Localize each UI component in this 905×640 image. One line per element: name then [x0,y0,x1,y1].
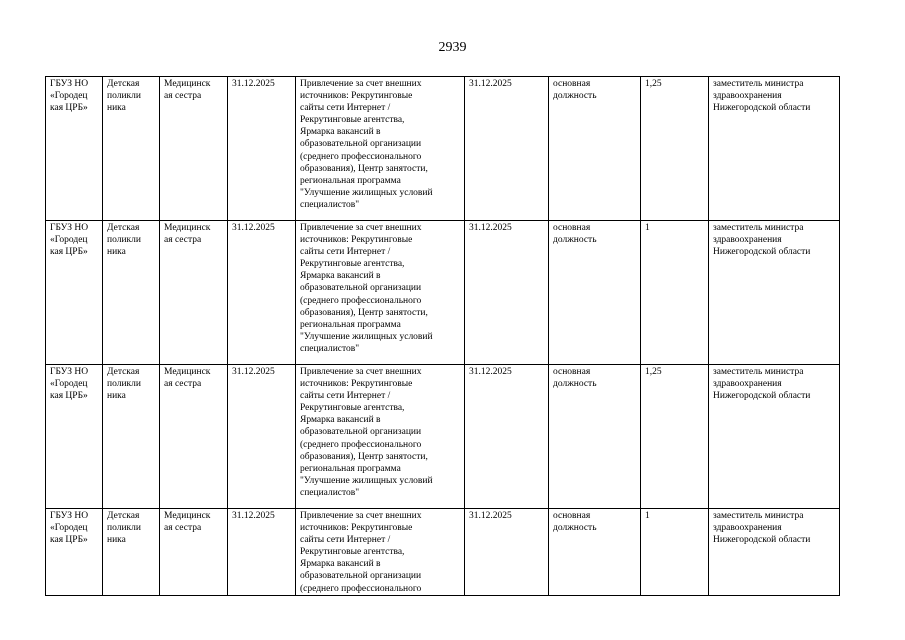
responsible-text: заместитель министра здравоохранения Нижегородской области [713,79,811,114]
staffing-table [45,76,840,596]
rate-cell [641,77,709,221]
date2-cell [465,509,549,596]
rate-text: 1,25 [645,79,662,89]
position-text: Медицинск ая сестра [164,79,211,102]
responsible-cell [709,509,840,596]
date1-cell [228,77,296,221]
sources-text: Привлечение за счет внешних источников: Рекрутинговые сайты сети Интернет / Рекрутинговые агентства, Ярмарка вакансий в образовательной организации (среднего профессионального [300,511,422,594]
unit-cell [103,509,160,596]
position-cell [160,221,228,365]
position-text: Медицинск ая сестра [164,223,211,246]
date1-text: 31.12.2025 [232,223,275,233]
date1-cell [228,509,296,596]
unit-cell [103,365,160,509]
job-type-text: основная должность [553,223,597,246]
page-number: 2939 [438,40,467,55]
unit-cell [103,77,160,221]
org-text: ГБУЗ НО «Городец кая ЦРБ» [50,367,89,402]
sources-cell [296,365,465,509]
responsible-cell [709,365,840,509]
sources-text: Привлечение за счет внешних источников: Рекрутинговые сайты сети Интернет / Рекрутинговые агентства, Ярмарка вакансий в образовательной организации (среднего профессионального образования), Центр занятости, региональная программа "Улучшение жилищных условий специалистов" [300,223,433,354]
job-type-cell [549,221,641,365]
date1-text: 31.12.2025 [232,367,275,377]
job-type-text: основная должность [553,367,597,390]
sources-text: Привлечение за счет внешних источников: Рекрутинговые сайты сети Интернет / Рекрутинговые агентства, Ярмарка вакансий в образовательной организации (среднего профессионального образования), Центр занятости, региональная программа "Улучшение жилищных условий специалистов" [300,79,433,210]
date2-cell [465,365,549,509]
rate-text: 1 [645,223,650,233]
rate-cell [641,509,709,596]
rate-text: 1 [645,511,650,521]
job-type-cell [549,77,641,221]
sources-text: Привлечение за счет внешних источников: Рекрутинговые сайты сети Интернет / Рекрутинговые агентства, Ярмарка вакансий в образовательной организации (среднего профессионального образования), Центр занятости, региональная программа "Улучшение жилищных условий специалистов" [300,367,433,498]
responsible-cell [709,77,840,221]
date2-text: 31.12.2025 [469,223,512,233]
table-row [46,77,840,221]
date2-text: 31.12.2025 [469,511,512,521]
job-type-text: основная должность [553,79,597,102]
table-row [46,365,840,509]
position-text: Медицинск ая сестра [164,511,211,534]
date1-cell [228,365,296,509]
org-cell [46,365,103,509]
org-text: ГБУЗ НО «Городец кая ЦРБ» [50,223,89,258]
position-cell [160,77,228,221]
unit-text: Детская поликли ника [107,223,141,258]
responsible-text: заместитель министра здравоохранения Нижегородской области [713,367,811,402]
date1-text: 31.12.2025 [232,79,275,89]
org-text: ГБУЗ НО «Городец кая ЦРБ» [50,79,89,114]
org-cell [46,509,103,596]
rate-cell [641,365,709,509]
unit-cell [103,221,160,365]
date2-cell [465,77,549,221]
date2-cell [465,221,549,365]
position-text: Медицинск ая сестра [164,367,211,390]
responsible-text: заместитель министра здравоохранения Нижегородской области [713,511,811,546]
rate-cell [641,221,709,365]
sources-cell [296,221,465,365]
org-cell [46,77,103,221]
date2-text: 31.12.2025 [469,367,512,377]
sources-cell [296,509,465,596]
position-cell [160,509,228,596]
table-row [46,509,840,596]
date2-text: 31.12.2025 [469,79,512,89]
job-type-cell [549,365,641,509]
responsible-cell [709,221,840,365]
job-type-cell [549,509,641,596]
rate-text: 1,25 [645,367,662,377]
org-cell [46,221,103,365]
unit-text: Детская поликли ника [107,511,141,546]
position-cell [160,365,228,509]
sources-cell [296,77,465,221]
unit-text: Детская поликли ника [107,367,141,402]
job-type-text: основная должность [553,511,597,534]
date1-cell [228,221,296,365]
unit-text: Детская поликли ника [107,79,141,114]
org-text: ГБУЗ НО «Городец кая ЦРБ» [50,511,89,546]
date1-text: 31.12.2025 [232,511,275,521]
table-row [46,221,840,365]
responsible-text: заместитель министра здравоохранения Нижегородской области [713,223,811,258]
